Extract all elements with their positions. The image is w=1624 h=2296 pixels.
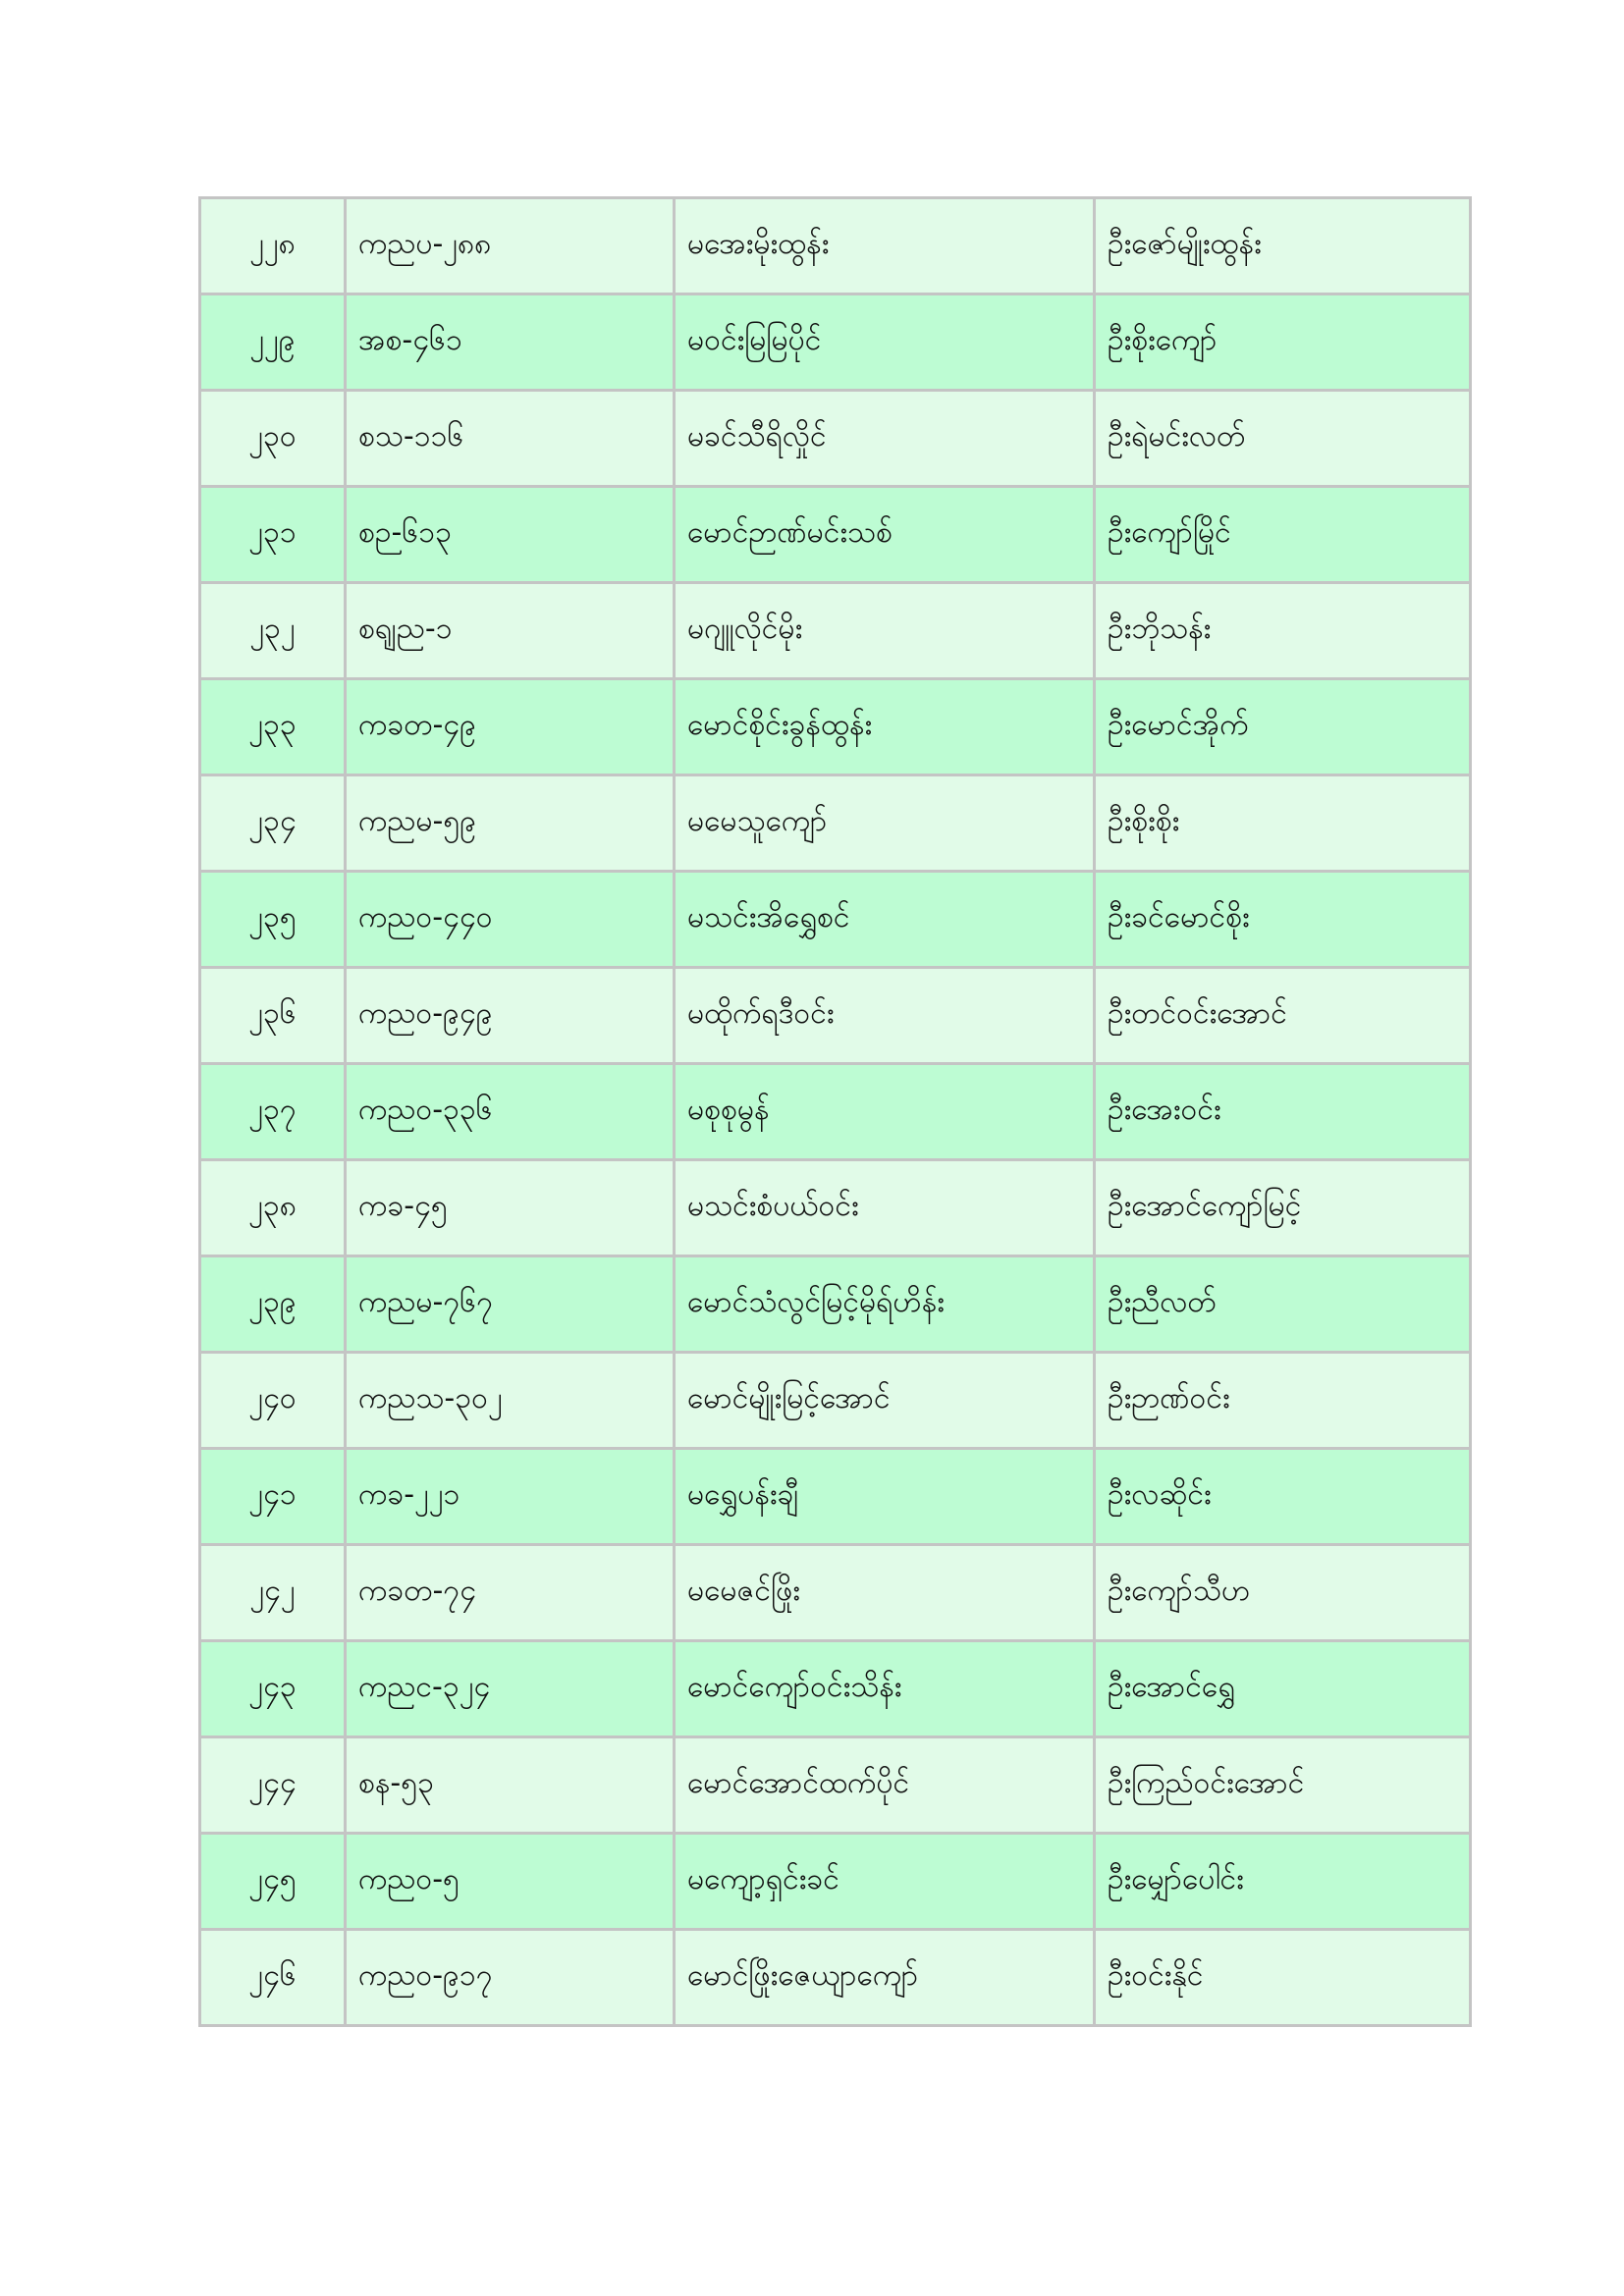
registration-code-cell: ကခတ-၄၉	[346, 679, 675, 775]
registration-code-cell: ကညသ-၃၀၂	[346, 1353, 675, 1449]
serial-number-cell: ၂၃၉	[200, 1256, 346, 1353]
table-row	[200, 1160, 1471, 1256]
father-name-cell: ဦးအောင်ရွှေ	[1095, 1641, 1471, 1737]
father-name-cell: ဦးဘိုသန်း	[1095, 583, 1471, 679]
person-name-cell: မောင်ကျော်ဝင်းသိန်း	[675, 1641, 1095, 1737]
table-row	[200, 487, 1471, 583]
person-name-cell: မရွှေပန်းချီ	[675, 1449, 1095, 1545]
serial-number-cell: ၂၄၂	[200, 1545, 346, 1641]
table-row	[200, 583, 1471, 679]
serial-number-cell: ၂၂၈	[200, 198, 346, 294]
father-name-cell: ဦးဉာဏ်ဝင်း	[1095, 1353, 1471, 1449]
father-name-cell: ဦးစိုးကျော်	[1095, 294, 1471, 391]
registration-code-cell: စရျည-၁	[346, 583, 675, 679]
serial-number-cell: ၂၃၅	[200, 872, 346, 968]
registration-code-cell: စန-၅၃	[346, 1737, 675, 1834]
registration-code-cell: စသ-၁၁၆	[346, 391, 675, 487]
serial-number-cell: ၂၄၄	[200, 1737, 346, 1834]
registration-code-cell: ကညမ-၅၉	[346, 775, 675, 872]
table-row	[200, 1545, 1471, 1641]
father-name-cell: ဦးကျော်မြိုင်	[1095, 487, 1471, 583]
father-name-cell: ဦးကြည်ဝင်းအောင်	[1095, 1737, 1471, 1834]
person-name-cell: မောင်စိုင်းခွန်ထွန်း	[675, 679, 1095, 775]
person-name-cell: မသင်းစံပယ်ဝင်း	[675, 1160, 1095, 1256]
father-name-cell: ဦးလဆိုင်း	[1095, 1449, 1471, 1545]
father-name-cell: ဦးအောင်ကျော်မြင့်	[1095, 1160, 1471, 1256]
records-table	[198, 196, 1472, 2027]
table-row	[200, 1449, 1471, 1545]
father-name-cell: ဦးစိုးစိုး	[1095, 775, 1471, 872]
registration-code-cell: ကညဝ-၅	[346, 1834, 675, 1930]
registration-code-cell: ကခ-၂၂၁	[346, 1449, 675, 1545]
registration-code-cell: ကခ-၄၅	[346, 1160, 675, 1256]
person-name-cell: မသင်းအိရွှေစင်	[675, 872, 1095, 968]
father-name-cell: ဦးညီလတ်	[1095, 1256, 1471, 1353]
table-row	[200, 1064, 1471, 1160]
person-name-cell: မောင်မျိုးမြင့်အောင်	[675, 1353, 1095, 1449]
table-row	[200, 872, 1471, 968]
registration-code-cell: ကညဝ-၄၄၀	[346, 872, 675, 968]
table-row	[200, 198, 1471, 294]
table-row	[200, 1834, 1471, 1930]
registration-code-cell: ကညပ-၂၈၈	[346, 198, 675, 294]
person-name-cell: မောင်အောင်ထက်ပိုင်	[675, 1737, 1095, 1834]
serial-number-cell: ၂၂၉	[200, 294, 346, 391]
registration-code-cell: စဉ-၆၁၃	[346, 487, 675, 583]
person-name-cell: မအေးမိုးထွန်း	[675, 198, 1095, 294]
person-name-cell: မမေသူကျော်	[675, 775, 1095, 872]
serial-number-cell: ၂၄၀	[200, 1353, 346, 1449]
table-row	[200, 1930, 1471, 2026]
person-name-cell: မဂျူလိုင်မိုး	[675, 583, 1095, 679]
serial-number-cell: ၂၃၀	[200, 391, 346, 487]
serial-number-cell: ၂၃၈	[200, 1160, 346, 1256]
registration-code-cell: ကညဝ-၉၄၉	[346, 968, 675, 1064]
person-name-cell: မကျော့ရှင်းခင်	[675, 1834, 1095, 1930]
table-row	[200, 1737, 1471, 1834]
serial-number-cell: ၂၃၄	[200, 775, 346, 872]
father-name-cell: ဦးဇော်မျိုးထွန်း	[1095, 198, 1471, 294]
serial-number-cell: ၂၃၁	[200, 487, 346, 583]
father-name-cell: ဦးအေးဝင်း	[1095, 1064, 1471, 1160]
registration-code-cell: ကညင-၃၂၄	[346, 1641, 675, 1737]
serial-number-cell: ၂၃၃	[200, 679, 346, 775]
father-name-cell: ဦးဝင်းနိုင်	[1095, 1930, 1471, 2026]
table-row	[200, 1353, 1471, 1449]
table-row	[200, 775, 1471, 872]
person-name-cell: မောင်ဉာဏ်မင်းသစ်	[675, 487, 1095, 583]
serial-number-cell: ၂၄၅	[200, 1834, 346, 1930]
father-name-cell: ဦးမျှော်ပေါင်း	[1095, 1834, 1471, 1930]
registration-code-cell: ကညဝ-၉၁၇	[346, 1930, 675, 2026]
serial-number-cell: ၂၄၃	[200, 1641, 346, 1737]
registration-code-cell: အစ-၄၆၁	[346, 294, 675, 391]
serial-number-cell: ၂၃၆	[200, 968, 346, 1064]
person-name-cell: မမေဇင်ဖြိုး	[675, 1545, 1095, 1641]
person-name-cell: မဝင်းမြမြပိုင်	[675, 294, 1095, 391]
table-row	[200, 391, 1471, 487]
serial-number-cell: ၂၃၂	[200, 583, 346, 679]
registration-code-cell: ကညဝ-၃၃၆	[346, 1064, 675, 1160]
person-name-cell: မခင်သီရိလှိုင်	[675, 391, 1095, 487]
table-row	[200, 968, 1471, 1064]
father-name-cell: ဦးတင်ဝင်းအောင်	[1095, 968, 1471, 1064]
father-name-cell: ဦးရဲမင်းလတ်	[1095, 391, 1471, 487]
person-name-cell: မောင်သံလွင်မြင့်မိုရ်ဟိန်း	[675, 1256, 1095, 1353]
registration-code-cell: ကညမ-၇၆၇	[346, 1256, 675, 1353]
table-row	[200, 1641, 1471, 1737]
person-name-cell: မထိုက်ရဒီဝင်း	[675, 968, 1095, 1064]
table-row	[200, 294, 1471, 391]
serial-number-cell: ၂၄၆	[200, 1930, 346, 2026]
table-row	[200, 1256, 1471, 1353]
father-name-cell: ဦးခင်မောင်စိုး	[1095, 872, 1471, 968]
table-row	[200, 679, 1471, 775]
person-name-cell: မစုစုမွန်	[675, 1064, 1095, 1160]
father-name-cell: ဦးမောင်အိုက်	[1095, 679, 1471, 775]
serial-number-cell: ၂၃၇	[200, 1064, 346, 1160]
registration-code-cell: ကခတ-၇၄	[346, 1545, 675, 1641]
person-name-cell: မောင်ဖြိုးဇေယျာကျော်	[675, 1930, 1095, 2026]
serial-number-cell: ၂၄၁	[200, 1449, 346, 1545]
father-name-cell: ဦးကျော်သီဟ	[1095, 1545, 1471, 1641]
